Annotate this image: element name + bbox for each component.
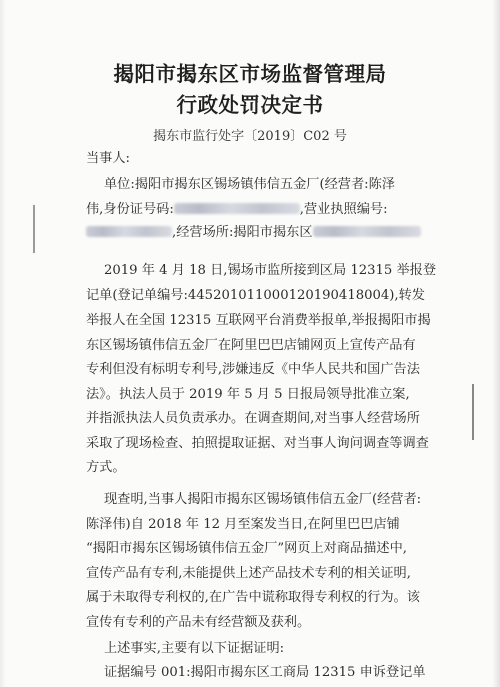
text-line: 举报人在全国 12315 互联网平台消费举报单,举报揭阳市揭: [86, 313, 431, 328]
text-line: 并指派执法人员负责承办。在调查期间,对当事人经营场所: [86, 411, 420, 426]
line-text: ,经营场所:揭阳市揭东区: [172, 225, 313, 240]
text-line: 单位:揭阳市揭东区锡场镇伟信五金厂(经营者:陈泽: [104, 177, 395, 192]
text-line: 属于未取得专利权的,在广告中谎称取得专利权的行为。该: [86, 590, 420, 605]
text-line: 现查明,当事人揭阳市揭东区锡场镇伟信五金厂(经营者:: [104, 492, 422, 507]
redacted-text: [174, 203, 300, 214]
line-text: ,营业执照编号:: [299, 202, 388, 217]
text-line: 宣传产品有专利,未能提供上述产品技术专利的相关证明,: [86, 566, 411, 581]
text-line: 法》。执法人员于 2019 年 5 月 5 日报局领导批准立案,: [86, 387, 410, 402]
margin-mark: [472, 384, 474, 440]
document-title: 揭阳市揭东区市场监督管理局: [113, 62, 387, 86]
margin-mark: [33, 205, 35, 253]
text-line: “揭阳市揭东区锡场镇伟信五金厂”网页上对商品描述中,: [86, 541, 407, 556]
text-line: 方式。: [86, 460, 126, 475]
text-line: 2019 年 4 月 18 日,锡场市监所接到区局 12315 举报登: [104, 263, 437, 278]
text-line: 记单(登记单编号:445201011000120190418004),转发: [86, 288, 425, 303]
text-line: [86, 224, 421, 242]
line-text: 伟,身份证号码:: [86, 202, 174, 217]
redacted-text: [313, 226, 421, 237]
text-line: 宣传有专利的产品未有经营额及获利。: [86, 615, 311, 630]
text-line: [86, 201, 388, 219]
text-line: 专利但没有标明专利号,涉嫌违反《中华人民共和国广告法: [86, 362, 420, 377]
text-line: 东区锡场镇伟信五金厂在阿里巴巴店铺网页上宣传产品有: [86, 338, 416, 353]
text-line: 当事人:: [86, 151, 131, 166]
document-subtitle: 行政处罚决定书: [176, 93, 324, 117]
text-line: 上述事实,主要有以下证据证明:: [104, 641, 285, 656]
text-line: 陈泽伟)自 2018 年 12 月至案发当日,在阿里巴巴店铺: [86, 517, 400, 532]
document-number: 揭东市监行处字〔2019〕C02 号: [153, 129, 347, 144]
redacted-text: [86, 226, 172, 237]
text-line: 证据编号 001:揭阳市揭东区工商局 12315 申诉登记单: [104, 665, 426, 680]
text-line: 采取了现场检查、拍照提取证据、对当事人询问调查等调查: [86, 436, 429, 451]
